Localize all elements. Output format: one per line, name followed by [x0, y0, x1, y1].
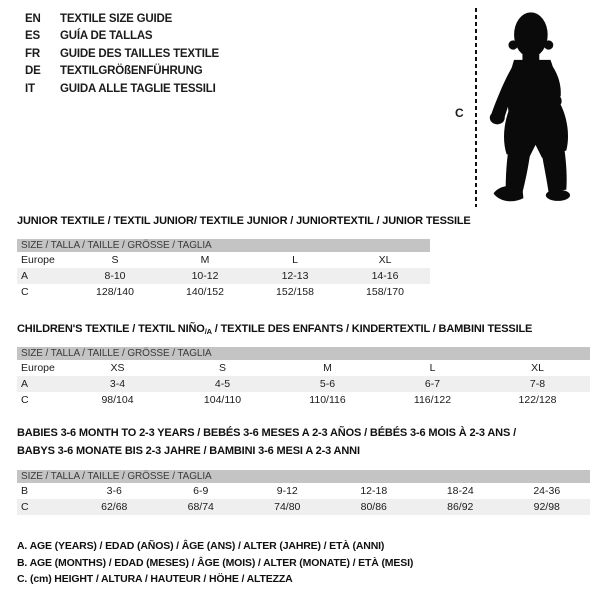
age-cell: 4-5 — [214, 378, 231, 390]
babies-title-line2: BABYS 3-6 MONATE BIS 2-3 JAHRE / BAMBINI 3-6 MESI A 2-3 ANNI — [17, 445, 360, 457]
size-cell: M — [200, 254, 210, 266]
language-row — [25, 45, 219, 63]
height-cell: 80/86 — [360, 501, 387, 513]
size-cell: L — [429, 362, 436, 374]
size-header-bar: SIZE / TALLA / TAILLE / GRÖSSE / TAGLIA — [17, 347, 590, 360]
language-row — [25, 80, 219, 98]
row-label: C — [21, 394, 29, 406]
row-label: B — [21, 485, 29, 497]
children-section-title — [17, 323, 532, 336]
size-cell: S — [111, 254, 119, 266]
age-cell: 6-9 — [193, 485, 209, 497]
size-cell: XL — [531, 362, 544, 374]
language-code: ES — [25, 30, 40, 43]
junior-section-title: JUNIOR TEXTILE / TEXTIL JUNIOR/ TEXTILE JUNIOR / JUNIORTEXTIL / JUNIOR TESSILE — [17, 215, 471, 227]
height-cell: 152/158 — [276, 286, 314, 298]
size-cell: L — [292, 254, 298, 266]
language-title: GUIDA ALLE TAGLIE TESSILI — [60, 82, 216, 95]
table-row — [17, 392, 590, 408]
language-title: TEXTILGRÖßENFÜHRUNG — [60, 65, 203, 78]
language-title: TEXTILE SIZE GUIDE — [60, 12, 173, 25]
footnote-a: A. AGE (YEARS) / EDAD (AÑOS) / ÂGE (ANS) / ALTER (JAHRE) / ETÀ (ANNI) — [17, 540, 385, 552]
baby-silhouette-icon — [487, 4, 599, 212]
age-cell: 6-7 — [424, 378, 441, 390]
table-row — [17, 268, 430, 284]
height-cell: 98/104 — [101, 394, 134, 406]
height-cell: 158/170 — [366, 286, 404, 298]
age-cell: 7-8 — [529, 378, 546, 390]
row-label: C — [21, 501, 29, 513]
row-label: C — [21, 286, 29, 298]
age-cell: 10-12 — [191, 270, 219, 282]
age-cell: 14-16 — [371, 270, 399, 282]
children-title-subscript: /A — [204, 327, 212, 336]
measure-c-label: C — [455, 106, 464, 120]
age-cell: 24-36 — [533, 485, 561, 497]
size-cell: XL — [378, 254, 392, 266]
babies-title-line1: BABIES 3-6 MONTH TO 2-3 YEARS / BEBÉS 3-6 MESES A 2-3 AÑOS / BÉBÉS 3-6 MOIS À 2-3 ANS / — [17, 427, 516, 439]
size-cell: M — [323, 362, 332, 374]
table-row — [17, 360, 590, 376]
size-cell: S — [218, 362, 226, 374]
language-code: FR — [25, 47, 40, 60]
language-title: GUÍA DE TALLAS — [60, 30, 153, 43]
babies-size-table — [17, 470, 590, 515]
table-row — [17, 252, 430, 268]
age-cell: 3-6 — [106, 485, 122, 497]
language-list — [25, 10, 219, 98]
language-row — [25, 28, 219, 46]
age-cell: 12-18 — [360, 485, 388, 497]
height-cell: 116/122 — [413, 394, 452, 406]
size-header-bar: SIZE / TALLA / TAILLE / GRÖSSE / TAGLIA — [17, 470, 590, 483]
footnotes — [17, 538, 413, 588]
footnote-b: B. AGE (MONTHS) / EDAD (MESES) / ÂGE (MOIS) / ALTER (MONATE) / ETÀ (MESI) — [17, 556, 414, 569]
height-cell: 68/74 — [187, 501, 214, 513]
height-cell: 128/140 — [96, 286, 134, 298]
height-cell: 86/92 — [447, 501, 474, 513]
junior-size-table — [17, 239, 430, 300]
table-row — [17, 499, 590, 515]
table-row — [17, 376, 590, 392]
age-cell: 5-6 — [319, 378, 336, 390]
children-title-text: / TEXTILE DES ENFANTS / KINDERTEXTIL / BAMBINI TESSILE — [211, 323, 533, 335]
age-cell: 3-4 — [109, 378, 126, 390]
size-cell: XS — [110, 362, 125, 374]
children-size-table — [17, 347, 590, 408]
age-cell: 9-12 — [276, 485, 298, 497]
height-cell: 74/80 — [274, 501, 301, 513]
language-title: GUIDE DES TAILLES TEXTILE — [60, 47, 219, 60]
table-row — [17, 483, 590, 499]
language-row — [25, 10, 219, 28]
height-cell: 92/98 — [533, 501, 560, 513]
height-cell: 140/152 — [186, 286, 224, 298]
language-code: DE — [25, 65, 41, 78]
age-cell: 12-13 — [281, 270, 309, 282]
row-label: A — [21, 270, 29, 282]
babies-section-title — [17, 424, 516, 460]
row-label: A — [21, 378, 29, 390]
row-label: Europe — [21, 254, 55, 266]
height-cell: 62/68 — [101, 501, 128, 513]
size-header-bar: SIZE / TALLA / TAILLE / GRÖSSE / TAGLIA — [17, 239, 430, 252]
height-cell: 122/128 — [518, 394, 557, 406]
children-title-text: CHILDREN'S TEXTILE / TEXTIL NIÑO — [17, 323, 205, 335]
table-row — [17, 284, 430, 300]
language-row — [25, 63, 219, 81]
language-code: EN — [25, 12, 41, 25]
row-label: Europe — [21, 362, 55, 374]
height-cell: 104/110 — [203, 394, 242, 406]
age-cell: 8-10 — [104, 270, 126, 282]
language-code: IT — [25, 82, 35, 95]
height-cell: 110/116 — [309, 394, 346, 406]
height-measure-dashed-line — [475, 8, 477, 207]
footnote-c: C. (cm) HEIGHT / ALTURA / HAUTEUR / HÖHE / ALTEZZA — [17, 573, 293, 585]
age-cell: 18-24 — [446, 485, 474, 497]
